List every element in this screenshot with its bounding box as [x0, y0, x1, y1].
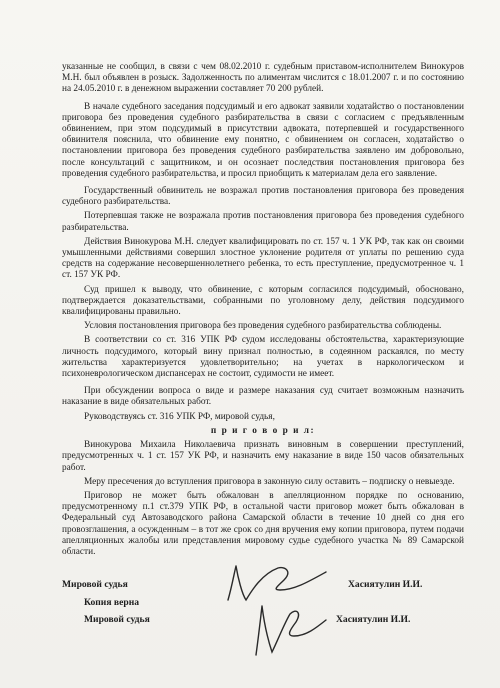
paragraph-victim: Потерпевшая также не возражала против постановления приговора без проведения судебного разбирательства. — [62, 211, 464, 233]
paragraph-appeal: Приговор не может быть обжалован в апелляционном порядке по основанию, предусмотренному п.1 ст.379 УПК РФ, в остальной части приговор может быть обжалован в Федеральный суд Автозаводского района Самарской области в течение 10 дней со дня его провозглашения, а осужденным – в тот же срок со дня вручения ему копии приговора, путем подачи апелляционных жалобы или представления мировому судье судебного участка № 89 Самарской области. — [62, 490, 464, 557]
verdict-heading: п р и г о в о р и л: — [210, 425, 316, 436]
judge-label: Мировой судья — [62, 579, 128, 590]
paragraph-measure: Меру пресечения до вступления приговора в законную силу оставить – подписку о невыезде. — [84, 476, 455, 487]
handwritten-signature-2 — [250, 600, 330, 660]
paragraph-conditions: Условия постановления приговора без проведения судебного разбирательства соблюдены. — [84, 321, 442, 332]
paragraph-court-conclusion: Суд пришел к выводу, что обвинение, с которым согласился подсудимый, обосновано, подтверждается доказательствами, собранными по уголовному делу, действия подсудимого квалифицированы правильно. — [62, 284, 464, 318]
paragraph-personality: В соответствии со ст. 316 УПК РФ судом исследованы обстоятельства, характеризующие личность подсудимого, который вину признал полностью, в содеянном раскаялся, по месту жительства характеризуется удовлетворительно; на учетах в наркологическом и психоневрологическом диспансерах не состоит, судимости не имеет. — [62, 335, 464, 380]
handwritten-signature-1 — [222, 560, 332, 605]
paragraph-qualification: Действия Винокурова М.Н. следует квалифицировать по ст. 157 ч. 1 УК РФ, так как он своими умышленными действиями совершил злостное уклонение родителя от уплаты по решению суда средств на содержание несовершеннолетнего ребенка, то есть преступление, предусмотренное ч. 1 ст. 157 УК РФ. — [62, 236, 464, 281]
paragraph-guided-by: Руководствуясь ст. 316 УПК РФ, мировой судья, — [84, 411, 275, 422]
paragraph-arrears: указанные не сообщил, в связи с чем 08.02.2010 г. судебным приставом-исполнителем Винокуров М.Н. был объявлен в розыск. Задолженность по алиментам числится с 18.01.2007 г. и по состоянию на 24.05.2010 г. в денежном выражении составляет 70 200 рублей. — [62, 62, 464, 95]
judge-label-2: Мировой судья — [84, 614, 150, 625]
judge-name-2: Хасиятулин И.И. — [336, 614, 411, 625]
paragraph-punishment-type: При обсуждении вопроса о виде и размере наказания суд считает возможным назначить наказание в виде обязательных работ. — [62, 386, 464, 408]
judge-name: Хасиятулин И.И. — [348, 579, 423, 590]
paragraph-motion: В начале судебного заседания подсудимый и его адвокат заявили ходатайство о постановлении приговора без проведения судебного разбирательства в связи с согласием с предъявленным обвинением, при этом подсудимый в присутствии адвоката, потерпевшей и государственного обвинителя пояснила, что обвинение ему понятно, с обвинением он согласен, ходатайство о постановлении приговора без проведения судебного разбирательства заявлено им добровольно, после консультаций с защитником, и он осознает последствия постановления приговора без проведения судебного разбирательства, и просил приобщить к материалам дела его заявление. — [62, 101, 464, 179]
paragraph-sentence: Винокурова Михаила Николаевича признать виновным в совершении преступлений, предусмотренных ч. 1 ст. 157 УК РФ, и назначить ему наказание в виде 150 часов обязательных работ. — [62, 440, 464, 473]
paragraph-prosecutor: Государственный обвинитель не возражал против постановления приговора без проведения судебного разбирательства. — [62, 186, 464, 208]
copy-verified-label: Копия верна — [84, 597, 140, 608]
